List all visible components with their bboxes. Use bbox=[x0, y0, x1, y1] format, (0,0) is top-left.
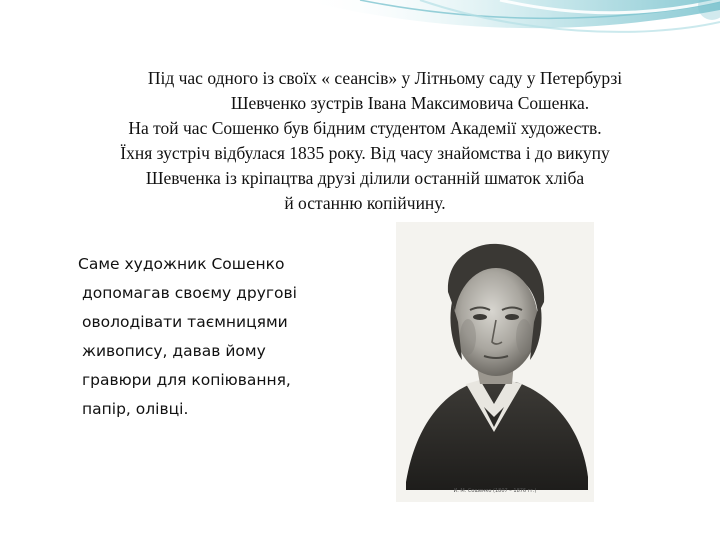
main-paragraph-line: На той час Сошенко був бідним студентом Академії художеств. bbox=[128, 118, 602, 138]
decorative-swoosh bbox=[0, 0, 720, 70]
main-paragraph-line: Під час одного із своїх « сеансів» у Літньому саду у Петербурзі bbox=[147, 68, 623, 88]
side-paragraph-line: допомагав своєму другові bbox=[82, 284, 297, 302]
portrait-drawing bbox=[396, 222, 594, 502]
side-paragraph-line: гравюри для копіювання, bbox=[82, 371, 291, 389]
main-paragraph bbox=[30, 66, 700, 216]
main-paragraph-line: й останню копійчину. bbox=[284, 193, 446, 213]
portrait-image bbox=[396, 222, 594, 502]
main-paragraph-line: Шевченко зустрів Івана Максимовича Сошенка. bbox=[230, 93, 590, 113]
side-paragraph bbox=[78, 250, 342, 424]
side-paragraph-line: живопису, давав йому bbox=[82, 342, 266, 360]
side-paragraph-line: папір, олівці. bbox=[82, 400, 189, 418]
main-paragraph-line: Їхня зустріч відбулася 1835 року. Від часу знайомства і до викупу bbox=[120, 143, 610, 163]
main-paragraph-line: Шевченка із кріпацтва друзі ділили останній шматок хліба bbox=[145, 168, 585, 188]
side-paragraph-line: Саме художник Сошенко bbox=[78, 255, 285, 273]
portrait-caption: И. М. Сошенко (1807 – 1876 гг.) bbox=[453, 488, 537, 494]
side-paragraph-line: оволодівати таємницями bbox=[82, 313, 288, 331]
